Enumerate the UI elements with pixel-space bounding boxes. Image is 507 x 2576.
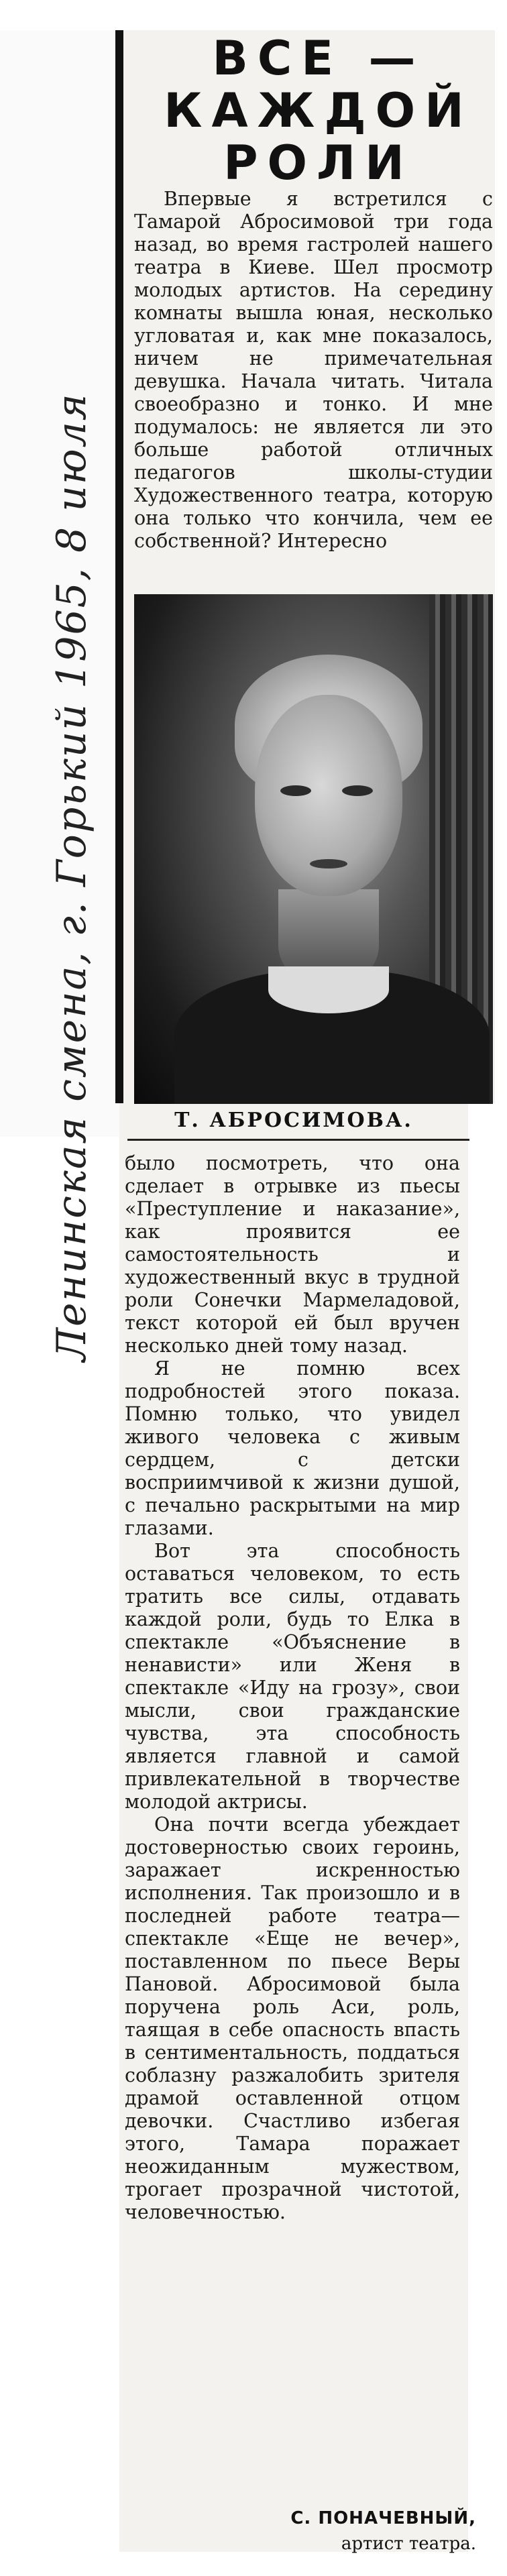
author-name: С. ПОНАЧЕВНЫЙ, [290, 2508, 476, 2528]
vertical-rule [115, 30, 123, 1103]
headline [148, 32, 490, 189]
author-role: артист театра. [341, 2534, 476, 2554]
paragraph: было посмотреть, что она сделает в отрывке из пьесы «Преступление и наказание», как проявится ее самостоятельность и художественный вкус в трудной роли Сонечки Мармеладовой, текст которой ей был вручен несколько дней тому назад. [125, 1152, 460, 1357]
article-column-2 [125, 1152, 460, 2224]
headline-line-2: КАЖДОЙ [164, 83, 473, 138]
paragraph: Впервые я встретился с Тамарой Абросимовой три года назад, во время гастролей нашего театра в Киеве. Шел просмотр молодых артистов. На середину комнаты вышла юная, несколько угловатая и, как мне показалось, ничем не примечательная девушка. Начала читать. Читала своеобразно и тонко. И мне подумалось: не является ли это больше работой отличных педагогов школы-студии Художественного театра, которую она только что кончила, чем ее собственной? Интересно [134, 188, 493, 552]
article-column-1 [134, 188, 493, 553]
collar-shape [268, 966, 389, 1013]
lips-shape [310, 859, 347, 869]
headline-line-3: РОЛИ [223, 135, 414, 190]
portrait-photo [134, 594, 493, 1104]
headline-line-1: ВСЕ — [212, 31, 425, 86]
caption-divider [127, 1139, 469, 1141]
paragraph: Она почти всегда убеждает достоверностью своих героинь, заражает искренностью исполнения. Так произошло и в последней работе театра—спектакле «Еще не вечер», поставленном по пьесе Веры Пановой. Абросимовой была поручена роль Аси, роль, таящая в себе опасность впасть в сентиментальность, поддаться соблазну разжалобить зрителя драмой оставленной отцом девочки. Счастливо избегая этого, Тамара поражает неожиданным мужеством, трогает прозрачной чистотой, человечностью. [125, 1813, 460, 2223]
eye-left-shape [280, 785, 311, 796]
paragraph: Я не помню всех подробностей этого показа. Помню только, что увидел живого человека с живым сердцем, с детски восприимчивой к жизни душой, с печально раскрытыми на мир глазами. [125, 1357, 460, 1539]
photo-caption: Т. АБРОСИМОВА. [174, 1109, 413, 1132]
eye-right-shape [342, 785, 373, 796]
handwritten-note: Ленинская смена, г. Горький 1965, 8 июля [48, 392, 95, 1361]
paragraph: Вот эта способность оставаться человеком, то есть тратить все силы, отдавать каждой роли, будь то Елка в спектакле «Объяснение в ненависти» или Женя в спектакле «Иду на грозу», свои мысли, свои гражданские чувства, эта способность является главной и самой привлекательной в творчестве молодой актрисы. [125, 1540, 460, 1813]
